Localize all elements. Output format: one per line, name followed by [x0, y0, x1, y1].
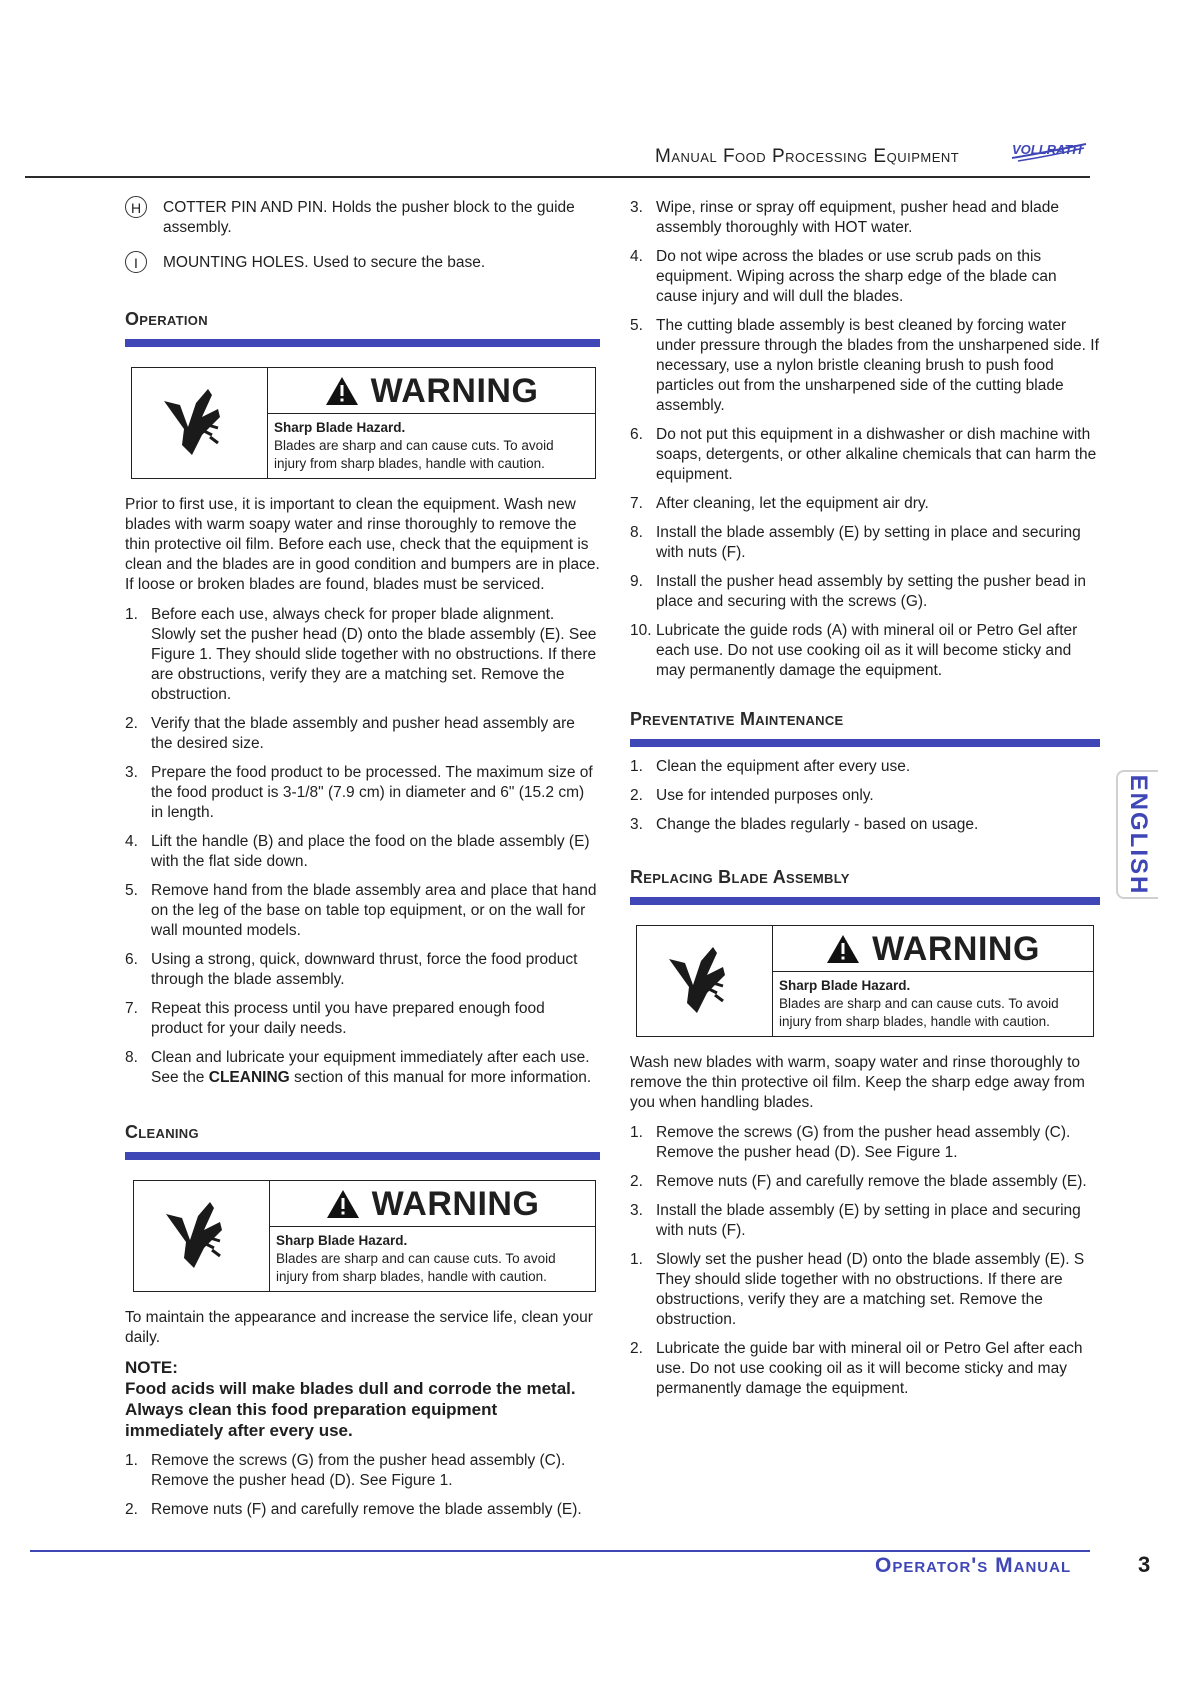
warning-triangle-icon	[826, 934, 860, 964]
note-text: Food acids will make blades dull and corrode the metal. Always clean this food preparation equipment immediately after every use.	[125, 1379, 576, 1440]
operation-warning-box	[131, 367, 596, 479]
replacing-warning-title: WARNING	[773, 926, 1093, 972]
list-item: 2. Use for intended purposes only.	[630, 787, 874, 804]
list-item: 4. Do not wipe across the blades or use scrub pads on this equipment. Wiping across the sharp edge of the blade can cause injury and will dull the blades.	[630, 248, 1057, 305]
list-item: 8. Install the blade assembly (E) by setting in place and securing with nuts (F).	[630, 524, 1081, 561]
callout-letter-h: H	[125, 196, 147, 218]
operation-intro: Prior to first use, it is important to clean the equipment. Wash new blades with warm soapy water and rinse thoroughly to remove the thin protective oil film. Before each use, check that the equipment is clean and the blades are in good condition and bumpers are in place. If loose or broken blades are found, blades must be serviced.	[125, 496, 600, 593]
header-rule	[25, 176, 1090, 178]
list-item: 6. Do not put this equipment in a dishwasher or dish machine with soaps, detergents, or other alkaline chemicals that can harm the equipment.	[630, 426, 1097, 483]
cut-hand-icon	[132, 368, 268, 478]
warning-triangle-icon	[326, 1189, 360, 1219]
operation-warning-title: WARNING	[268, 368, 595, 414]
operation-heading: Operation	[125, 309, 208, 329]
page-number: 3	[1138, 1552, 1151, 1577]
cleaning-warning-title: WARNING	[270, 1181, 595, 1227]
list-item: 4. Lift the handle (B) and place the food on the blade assembly (E) with the flat side down.	[125, 833, 590, 870]
callout-text-h: COTTER PIN AND PIN. Holds the pusher block to the guide assembly.	[163, 199, 575, 236]
list-item: 2. Remove nuts (F) and carefully remove the blade assembly (E).	[125, 1501, 582, 1518]
list-item: 1. Slowly set the pusher head (D) onto the blade assembly (E). S They should slide together with no obstructions. If there are obstructions, verify they are a matching set. Remove the obstruction.	[630, 1251, 1085, 1328]
cleaning-steps-right	[630, 198, 1100, 681]
callout-i	[125, 253, 600, 273]
preventative-steps	[630, 757, 1100, 835]
list-item: 3. Install the blade assembly (E) by setting in place and securing with nuts (F).	[630, 1202, 1081, 1239]
cleaning-warning-box	[133, 1180, 596, 1292]
header-title: Manual Food Processing Equipment	[655, 146, 960, 167]
cleaning-bar	[125, 1152, 600, 1160]
language-tab-label: ENGLISH	[1125, 774, 1152, 895]
preventative-bar	[630, 739, 1100, 747]
list-item: 7. After cleaning, let the equipment air dry.	[630, 495, 929, 512]
vollrath-logo	[1008, 140, 1090, 164]
list-item: 1. Remove the screws (G) from the pusher head assembly (C). Remove the pusher head (D). See Figure 1.	[630, 1124, 1071, 1161]
replacing-heading: Replacing Blade Assembly	[630, 867, 850, 887]
note-label: NOTE:	[125, 1358, 178, 1377]
cut-hand-icon	[637, 926, 773, 1036]
list-item: 8. Clean and lubricate your equipment immediately after each use. See the CLEANING section of this manual for more information.	[125, 1049, 592, 1086]
cut-hand-icon	[134, 1181, 270, 1291]
list-item: 3. Change the blades regularly - based on usage.	[630, 816, 979, 833]
replacing-steps	[630, 1123, 1100, 1399]
list-item: 2. Remove nuts (F) and carefully remove the blade assembly (E).	[630, 1173, 1087, 1190]
replacing-warning-box	[636, 925, 1094, 1037]
list-item: 7. Repeat this process until you have prepared enough food product for your daily needs.	[125, 1000, 545, 1037]
list-item: 3. Prepare the food product to be processed. The maximum size of the food product is 3-1/8" (7.9 cm) in diameter and 6" (15.2 cm) in length.	[125, 764, 593, 821]
cleaning-heading: Cleaning	[125, 1122, 199, 1142]
list-item: 1. Before each use, always check for proper blade alignment. Slowly set the pusher head (D) onto the blade assembly (E). See Figure 1. They should slide together with no obstructions. If there are obstructions, verify they are a matching set. Remove the obstruction.	[125, 606, 597, 703]
list-item: 5. The cutting blade assembly is best cleaned by forcing water under pressure through the blades from the unsharpened side. If necessary, use a nylon bristle cleaning brush to push food particles out from the unsharpened side of the cutting blade assembly.	[630, 317, 1099, 414]
footer-title: Operator's Manual	[875, 1554, 1072, 1577]
preventative-heading: Preventative Maintenance	[630, 709, 844, 729]
list-item: 1. Clean the equipment after every use.	[630, 758, 911, 775]
list-item: 9. Install the pusher head assembly by setting the pusher bead in place and securing with the screws (G).	[630, 573, 1086, 610]
list-item: 6. Using a strong, quick, downward thrust, force the food product through the blade assembly.	[125, 951, 578, 988]
operation-warning-body: Sharp Blade Hazard. Blades are sharp and can cause cuts. To avoid injury from sharp blades, handle with caution.	[274, 420, 554, 471]
list-item: 1. Remove the screws (G) from the pusher head assembly (C). Remove the pusher head (D). See Figure 1.	[125, 1452, 566, 1489]
callout-letter-i: I	[125, 251, 147, 273]
operation-steps	[125, 605, 600, 1088]
warning-triangle-icon	[325, 376, 359, 406]
cleaning-steps-left	[125, 1451, 600, 1520]
language-tab	[1116, 770, 1158, 899]
footer-rule	[30, 1550, 1090, 1552]
replacing-bar	[630, 897, 1100, 905]
replacing-warning-body: Sharp Blade Hazard. Blades are sharp and can cause cuts. To avoid injury from sharp blades, handle with caution.	[779, 978, 1059, 1029]
cleaning-intro: To maintain the appearance and increase the service life, clean your daily.	[125, 1309, 593, 1346]
cleaning-warning-body: Sharp Blade Hazard. Blades are sharp and can cause cuts. To avoid injury from sharp blades, handle with caution.	[276, 1233, 556, 1284]
callout-h	[125, 198, 600, 238]
list-item: 10. Lubricate the guide rods (A) with mineral oil or Petro Gel after each use. Do not use cooking oil as it will become sticky and may permanently damage the equipment.	[630, 622, 1078, 679]
list-item: 3. Wipe, rinse or spray off equipment, pusher head and blade assembly thoroughly with HOT water.	[630, 199, 1059, 236]
list-item: 2. Verify that the blade assembly and pusher head assembly are the desired size.	[125, 715, 575, 752]
replacing-intro: Wash new blades with warm, soapy water and rinse thoroughly to remove the thin protective oil film. Keep the sharp edge away from you when handling blades.	[630, 1054, 1085, 1111]
svg-text:VOLLRATH: VOLLRATH	[1012, 142, 1082, 157]
list-item: 5. Remove hand from the blade assembly area and place that hand on the leg of the base on table top equipment, or on the wall for wall mounted models.	[125, 882, 597, 939]
left-column	[125, 198, 600, 1529]
operation-bar	[125, 339, 600, 347]
right-column	[630, 198, 1100, 1408]
list-item: 2. Lubricate the guide bar with mineral oil or Petro Gel after each use. Do not use cooking oil as it will become sticky and may permanently damage the equipment.	[630, 1340, 1083, 1397]
callout-text-i: MOUNTING HOLES. Used to secure the base.	[163, 254, 486, 271]
